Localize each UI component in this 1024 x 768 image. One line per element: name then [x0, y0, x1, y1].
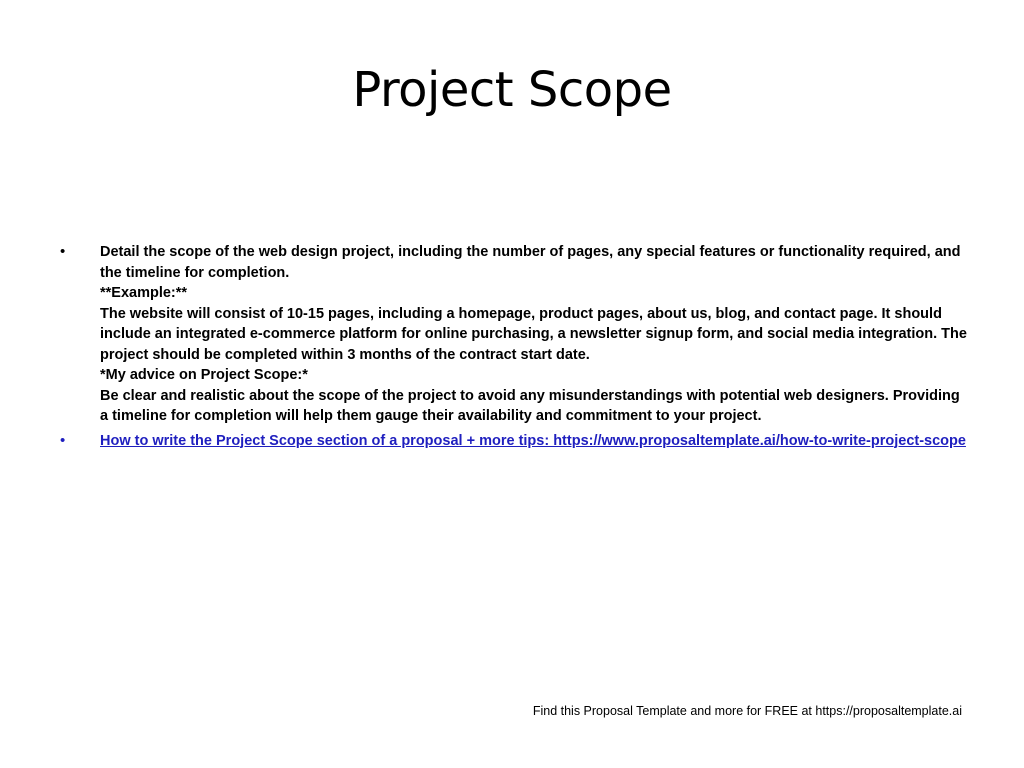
scope-description: Detail the scope of the web design project, including the number of pages, any special features or functionality required, and the timeline for completion. [100, 244, 961, 281]
example-text: The website will consist of 10-15 pages, including a homepage, product pages, about us, blog, and contact page. It should include an integrated e-commerce platform for online purchasing, a newsletter signup form, and social media integration. The project should be completed within 3 months of the contract start date. [100, 305, 967, 363]
advice-text: Be clear and realistic about the scope of the project to avoid any misunderstandings with potential web designers. Providing a timeline for completion will help them gauge their availability and commitment to your project. [100, 387, 960, 424]
bullet-text [100, 242, 970, 427]
bullet-item-scope [60, 242, 970, 427]
footer-note: Find this Proposal Template and more for FREE at https://proposaltemplate.ai [532, 704, 962, 718]
project-scope-tips-link[interactable]: How to write the Project Scope section of a proposal + more tips: https://www.proposaltemplate.ai/how-to-write-project-scope [100, 432, 966, 449]
advice-heading: *My advice on Project Scope:* [100, 367, 308, 383]
page-title: Project Scope [352, 62, 672, 118]
bullet-link-body [100, 431, 970, 452]
bullet-item-link [60, 431, 970, 452]
bullet-icon: • [60, 243, 66, 260]
bullet-list [60, 242, 970, 455]
example-heading: **Example:** [100, 285, 188, 301]
bullet-icon: • [60, 431, 66, 449]
